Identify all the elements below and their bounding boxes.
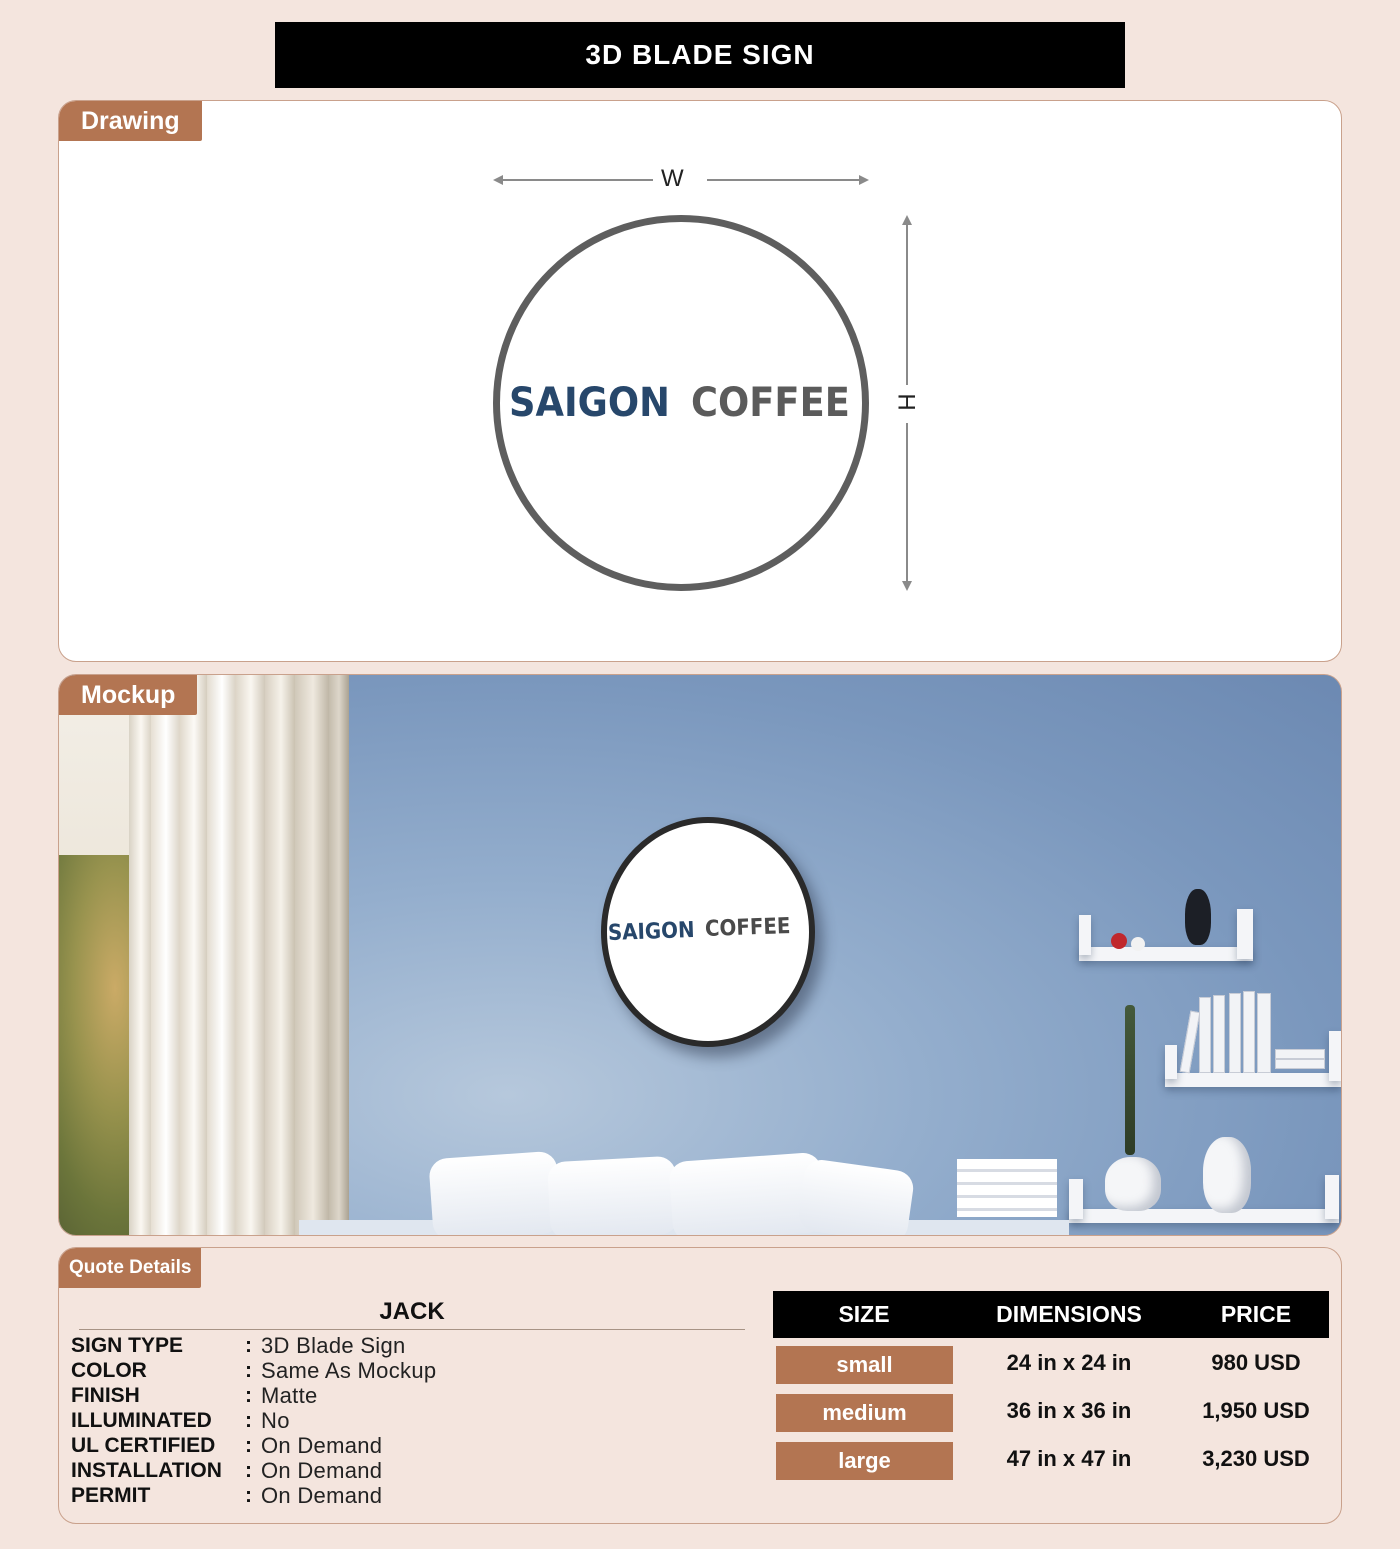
client-name: JACK [379, 1298, 445, 1325]
spec-row-finish: FINISH : Matte [71, 1382, 318, 1408]
size-small: small [776, 1346, 953, 1384]
size-medium: medium [776, 1394, 953, 1432]
header-price: PRICE [1220, 1301, 1292, 1327]
sign-word-saigon: SAIGON [509, 380, 670, 426]
spec-row-installation: INSTALLATION : On Demand [71, 1457, 383, 1483]
spec-value: Same As Mockup [261, 1357, 437, 1383]
height-label: H [892, 393, 920, 411]
spec-label: INSTALLATION [71, 1458, 222, 1482]
spec-value: No [261, 1407, 290, 1433]
sign-word-coffee: COFFEE [691, 380, 850, 426]
price-large: 3,230 USD [1202, 1446, 1310, 1471]
quote-tab: Quote Details [59, 1248, 201, 1288]
spec-value: On Demand [261, 1482, 383, 1508]
dimensions-large: 47 in x 47 in [1006, 1446, 1132, 1471]
spec-label: ILLUMINATED [71, 1408, 212, 1432]
drawing-tab: Drawing [59, 101, 202, 141]
spec-value: Matte [261, 1382, 318, 1408]
mockup-panel [58, 674, 1342, 1236]
width-label: W [661, 165, 684, 192]
mockup-tab: Mockup [59, 675, 197, 715]
spec-row-permit: PERMIT : On Demand [71, 1482, 383, 1508]
spec-label: PERMIT [71, 1483, 151, 1507]
spec-label: FINISH [71, 1383, 140, 1407]
header-dimensions: DIMENSIONS [996, 1301, 1142, 1327]
dimensions-medium: 36 in x 36 in [1006, 1398, 1132, 1423]
drawing-panel [58, 100, 1342, 662]
spec-value: On Demand [261, 1457, 383, 1483]
mockup-sign-word-saigon: SAIGON [607, 917, 695, 946]
client-divider [79, 1329, 745, 1330]
spec-row-illuminated: ILLUMINATED : No [71, 1407, 290, 1433]
spec-label: COLOR [71, 1358, 147, 1382]
mockup-sign-word-coffee: COFFEE [704, 914, 791, 942]
page-title: 3D BLADE SIGN [275, 22, 1125, 88]
spec-label: SIGN TYPE [71, 1333, 184, 1357]
quote-panel [58, 1247, 1342, 1524]
price-small: 980 USD [1211, 1350, 1301, 1375]
spec-value: 3D Blade Sign [261, 1332, 406, 1358]
spec-row-ul-certified: UL CERTIFIED : On Demand [71, 1432, 383, 1458]
price-medium: 1,950 USD [1202, 1398, 1310, 1423]
price-table-header [773, 1291, 1329, 1338]
header-size: SIZE [838, 1301, 890, 1327]
spec-label: UL CERTIFIED [71, 1433, 216, 1457]
spec-row-sign-type: SIGN TYPE : 3D Blade Sign [71, 1332, 406, 1358]
spec-row-color: COLOR : Same As Mockup [71, 1357, 437, 1383]
spec-value: On Demand [261, 1432, 383, 1458]
dimensions-small: 24 in x 24 in [1006, 1350, 1132, 1375]
size-large: large [776, 1442, 953, 1480]
